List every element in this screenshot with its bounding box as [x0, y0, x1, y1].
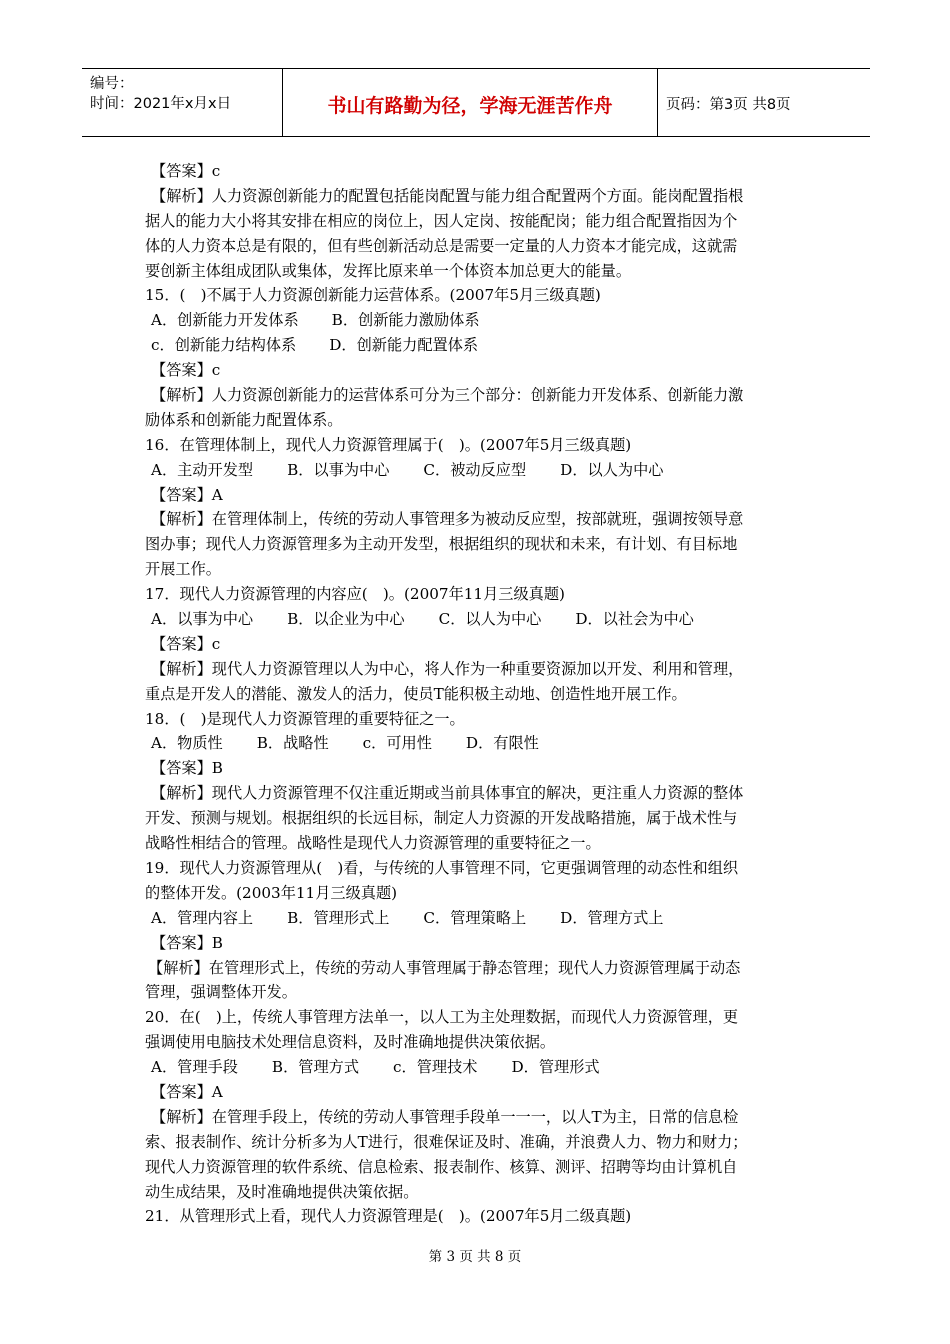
options-line: [145, 333, 813, 358]
text-line: 【答案】B: [151, 759, 223, 778]
text-line: 【答案】c: [151, 361, 221, 380]
text-line: 要创新主体组成团队或集体，发挥比原来单一个体资本加总更大的能量。: [145, 261, 631, 280]
text-line: 【解析】在管理形式上，传统的劳动人事管理属于静态管理；现代人力资源管理属于动态: [148, 958, 741, 977]
text-line: 18．( )是现代人力资源管理的重要特征之一。: [145, 709, 465, 728]
text-line: 【答案】c: [151, 162, 221, 180]
text-line: 20．在( )上，传统人事管理方法单一，以人工为主处理数据，而现代人力资源管理，更: [145, 1008, 739, 1027]
text-line: 索、报表制作、统计分析多为人T进行，很难保证及时、准确，并浪费人力、物力和财力；: [145, 1132, 748, 1151]
answer-option: A．主动开发型: [151, 460, 254, 479]
answer-option: C．管理策略上: [423, 908, 527, 927]
text-line: 动生成结果，及时准确地提供决策依据。: [145, 1182, 419, 1201]
text-line: 16．在管理体制上，现代人力资源管理属于( )。(2007年5月三级真题): [145, 435, 632, 454]
answer-option: c．可用性: [362, 734, 432, 753]
text-line: 励体系和创新能力配置体系。: [145, 410, 343, 429]
document-body: [145, 159, 813, 1229]
answer-option: D．管理方式上: [560, 908, 664, 927]
text-line: 【解析】现代人力资源管理不仅注重近期或当前具体事宜的解决，更注重人力资源的整体: [151, 784, 744, 803]
text-line: 强调使用电脑技术处理信息资料，及时准确地提供决策依据。: [145, 1033, 556, 1052]
text-line: 据人的能力大小将其安排在相应的岗位上，因人定岗、按能配岗；能力组合配置指因为个: [145, 211, 738, 230]
text-line: 【解析】现代人力资源管理以人为中心，将人作为一种重要资源加以开发、利用和管理，: [151, 659, 744, 678]
options-line: [145, 458, 813, 483]
options-line: [145, 906, 813, 931]
text-line: 战略性相结合的管理。战略性是现代人力资源管理的重要特征之一。: [145, 834, 601, 853]
page-code: 页码：第3页 共8页: [666, 97, 791, 113]
text-line: 开展工作。: [145, 560, 221, 579]
answer-option: D．有限性: [465, 734, 539, 753]
options-line: [145, 1055, 813, 1080]
text-line: 【答案】B: [151, 933, 223, 952]
answer-option: B．管理方式: [271, 1058, 360, 1077]
options-line: [145, 731, 813, 756]
header-motto-cell: [283, 69, 658, 136]
answer-option: B．以事为中心: [287, 460, 390, 479]
text-line: 21．从管理形式上看，现代人力资源管理是( )。(2007年5月二级真题): [145, 1207, 632, 1226]
header-page-cell: [658, 69, 870, 136]
page-footer: 第 3 页 共 8 页: [428, 1249, 522, 1265]
serial-label: 编号：: [90, 76, 134, 92]
answer-option: B．管理形式上: [287, 908, 390, 927]
answer-option: B．以企业为中心: [287, 610, 405, 629]
text-line: 现代人力资源管理的软件系统、信息检索、报表制作、核算、测评、招聘等均由计算机自: [145, 1157, 738, 1176]
options-line: [145, 607, 813, 632]
text-line: 管理，强调整体开发。: [145, 983, 297, 1002]
text-line: 【解析】在管理手段上，传统的劳动人事管理手段单一一一，以人T为主，日常的信息检: [151, 1107, 739, 1126]
header-info-cell: [82, 69, 283, 136]
answer-option: D．管理形式: [511, 1058, 600, 1077]
answer-option: C．以人为中心: [438, 610, 542, 629]
answer-option: D．创新能力配置体系: [329, 336, 479, 355]
text-line: 重点是开发人的潜能、激发人的活力，使员T能积极主动地、创造性地开展工作。: [145, 684, 687, 703]
answer-option: A．物质性: [151, 734, 223, 753]
answer-option: C．被动反应型: [423, 460, 527, 479]
text-line: 19．现代人力资源管理从( )看，与传统的人事管理不同，它更强调管理的动态性和组织: [145, 858, 739, 877]
answer-option: B．战略性: [256, 734, 329, 753]
text-line: 的整体开发。(2003年11月三级真题): [145, 883, 398, 902]
answer-option: c．管理技术: [393, 1058, 478, 1077]
text-line: 15．( )不属于人力资源创新能力运营体系。(2007年5月三级真题): [145, 286, 601, 305]
text-line: 【答案】A: [151, 1082, 223, 1101]
answer-option: A．管理内容上: [151, 908, 254, 927]
text-line: 17．现代人力资源管理的内容应( )。(2007年11月三级真题): [145, 585, 565, 604]
text-line: 开发、预测与规划。根据组织的长远目标，制定人力资源的开发战略措施，属于战术性与: [145, 809, 738, 828]
text-line: 【答案】A: [151, 485, 223, 504]
answer-option: D．以社会为中心: [575, 610, 694, 629]
options-line: [145, 308, 813, 333]
page-header: [82, 68, 870, 137]
text-line: 体的人力资本总是有限的，但有些创新活动总是需要一定量的人力资本才能完成，这就需: [145, 236, 738, 255]
answer-option: A．以事为中心: [151, 610, 254, 629]
text-line: 图办事；现代人力资源管理多为主动开发型，根据组织的现状和未来，有计划、有目标地: [145, 535, 738, 554]
answer-option: A．管理手段: [151, 1058, 238, 1077]
time-label: 时间：2021年x月x日: [90, 96, 232, 112]
answer-option: A．创新能力开发体系: [151, 311, 299, 330]
motto: 书山有路勤为径，学海无涯苦作舟: [327, 95, 613, 117]
text-line: 【解析】人力资源创新能力的运营体系可分为三个部分：创新能力开发体系、创新能力激: [151, 386, 744, 405]
text-line: 【答案】c: [151, 634, 221, 653]
answer-option: D．以人为中心: [560, 460, 664, 479]
answer-option: c．创新能力结构体系: [151, 336, 297, 355]
text-line: 【解析】人力资源创新能力的配置包括能岗配置与能力组合配置两个方面。能岗配置指根: [151, 186, 744, 205]
text-line: 【解析】在管理体制上，传统的劳动人事管理多为被动反应型，按部就班，强调按领导意: [151, 510, 744, 529]
answer-option: B．创新能力激励体系: [331, 311, 480, 330]
